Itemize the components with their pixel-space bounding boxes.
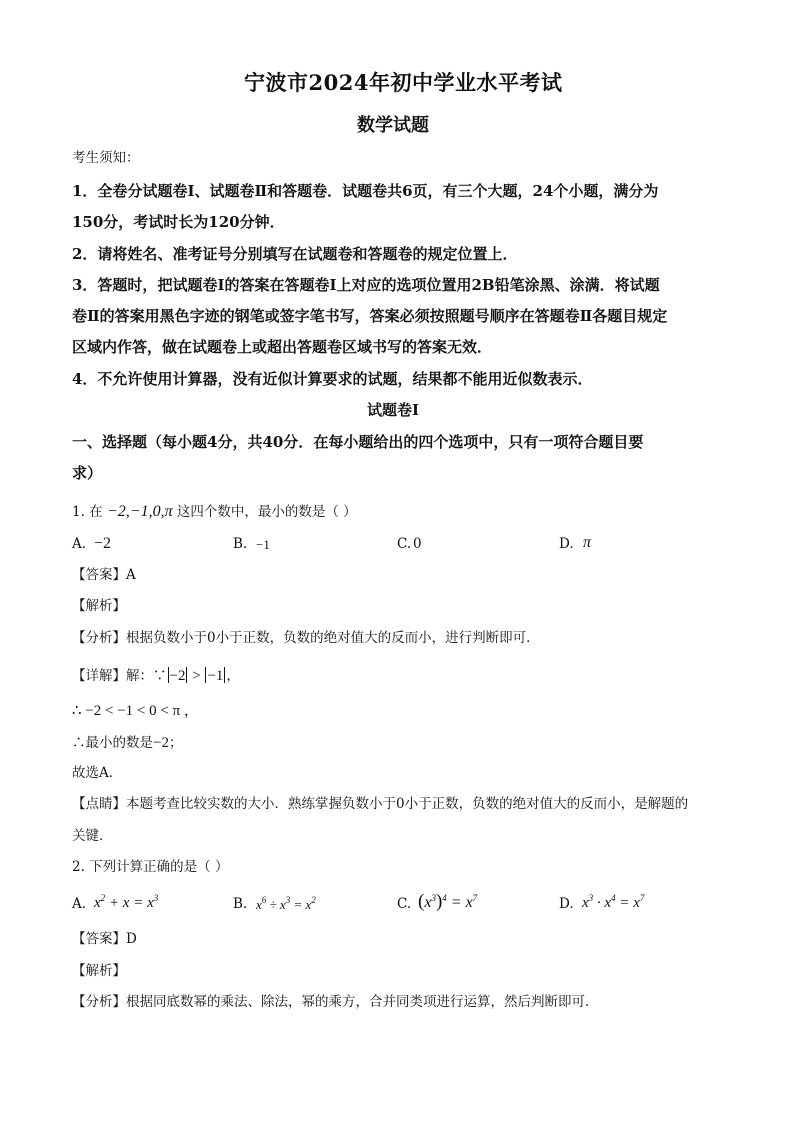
notice-item-2: 2．请将姓名、准考证号分别填写在试题卷和答题卷的规定位置上．: [72, 245, 518, 263]
q1-option-a-label: A.: [72, 536, 87, 552]
q1-option-c-label: C.: [397, 536, 412, 552]
q1-number: 1. 在: [72, 504, 103, 520]
abs-bar-left: [168, 667, 169, 683]
section-heading-line-1: 一、选择题（每小题4分，共40分．在每小题给出的四个选项中，只有一项符合题目要: [72, 433, 644, 451]
q2-option-b: $x^6 \div x^3 = x^2$: [256, 895, 316, 912]
q2-answer: 【答案】D: [72, 931, 137, 947]
q1-therefore-2-end: ；: [168, 735, 183, 751]
q1-stem: [72, 504, 357, 520]
because-symbol: ∵: [153, 668, 167, 684]
q2-option-c: $(x^3)^4 = x^7$: [418, 891, 478, 912]
q1-option-d: π: [583, 534, 592, 551]
q1-option-d-label: D.: [559, 536, 574, 552]
notice-item-3-line-3: 区域内作答，做在试题卷上或超出答题卷区域书写的答案无效．: [72, 338, 493, 356]
q2-stem: 2. 下列计算正确的是（ ）: [72, 859, 229, 875]
q1-therefore-2-math: −2: [153, 735, 169, 751]
q1-analysis-tag: 【解析】: [72, 598, 126, 614]
q1-option-a: −2: [94, 535, 112, 552]
notice-item-4: 4．不允许使用计算器，没有近似计算要求的试题，结果都不能用近似数表示．: [72, 370, 593, 388]
greater-than: >: [188, 668, 205, 684]
q2-option-c-label: C.: [397, 896, 412, 912]
notice-item-1-line-1: 1．全卷分试题卷Ⅰ、试题卷Ⅱ和答题卷．试题卷共6页，有三个大题，24个小题，满分为: [72, 182, 659, 200]
abs-value-1: −2: [169, 668, 186, 684]
q1-math-set: −2,−1,0,π: [106, 503, 173, 520]
notice-item-3-line-2: 卷Ⅱ的答案用黑色字迹的钢笔或签字笔书写，答案必须按照题号顺序在答题卷Ⅱ各题目规定: [72, 307, 668, 325]
q1-detail: [72, 667, 240, 684]
q1-therefore-1: ∴ −2 < −1 < 0 < π ，: [72, 703, 199, 719]
q2-option-d: $x^3 \cdot x^4 = x^7$: [582, 893, 645, 911]
q1-option-b: −1: [256, 537, 270, 552]
q1-fenxi: 【分析】根据负数小于0小于正数，负数的绝对值大的反而小，进行判断即可．: [72, 630, 540, 646]
q2-option-d-label: D.: [559, 896, 574, 912]
q2-option-a-label: A.: [72, 896, 87, 912]
q1-option-c: 0: [413, 536, 422, 552]
q2-option-b-label: B.: [233, 896, 248, 912]
notice-item-3-line-1: 3．答题时，把试题卷Ⅰ的答案在答题卷Ⅰ上对应的选项位置用2B铅笔涂黑、涂满．将试题: [72, 276, 660, 294]
q1-therefore-2: [72, 736, 182, 751]
q2-option-a: $x^2 + x = x^3$: [94, 893, 159, 911]
detail-comma: ，: [226, 668, 240, 684]
abs-value-2: −1: [207, 668, 224, 684]
section-heading-line-2: 求）: [72, 464, 103, 482]
page-title: 宁波市2024年初中学业水平考试: [244, 70, 563, 95]
section-label: 试题卷Ⅰ: [367, 401, 420, 419]
page-subtitle: 数学试题: [357, 115, 429, 136]
q1-detail-prefix: 【详解】解：: [72, 668, 153, 684]
q1-option-b-label: B.: [233, 536, 248, 552]
q1-stem-text: 这四个数中，最小的数是（ ）: [176, 504, 357, 520]
q2-fenxi: 【分析】根据同底数幂的乘法、除法，幂的乘方，合并同类项进行运算，然后判断即可．: [72, 994, 599, 1010]
notice-item-1-line-2: 150分，考试时长为120分钟．: [72, 213, 285, 231]
q1-therefore-2-text: ∴最小的数是: [72, 735, 153, 751]
q1-comment-line-1: 【点睛】本题考查比较实数的大小．熟练掌握负数小于0小于正数，负数的绝对值大的反而小，是解题的: [72, 796, 689, 812]
q1-comment-line-2: 关键．: [72, 828, 113, 844]
q1-answer: 【答案】A: [72, 567, 136, 583]
q1-choose: 故选A．: [72, 765, 123, 781]
q2-analysis-tag: 【解析】: [72, 963, 126, 979]
notice-heading: 考生须知：: [72, 150, 140, 166]
